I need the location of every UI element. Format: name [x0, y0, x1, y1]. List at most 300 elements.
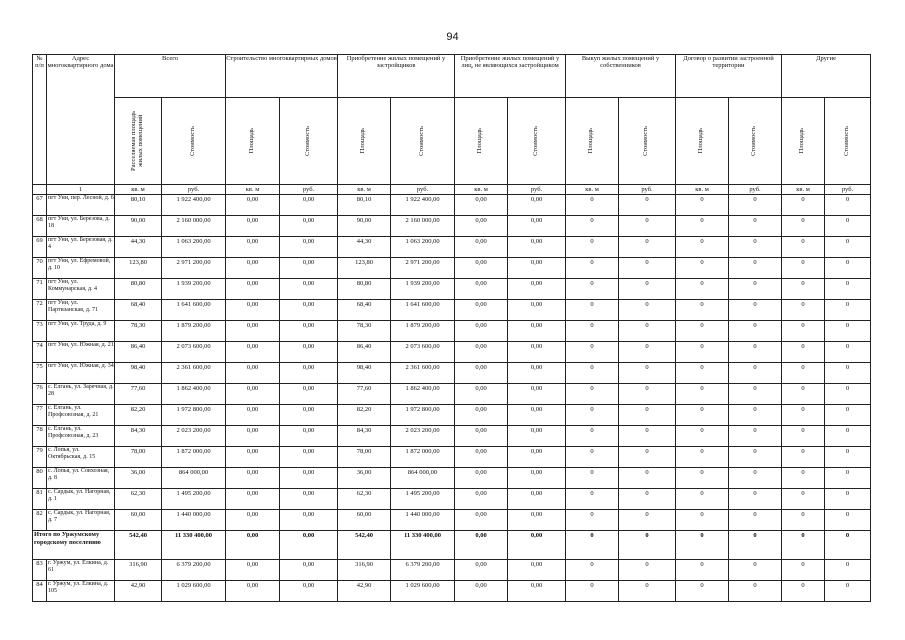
row-value-cell: 0,00: [226, 405, 280, 426]
row-number: 70: [33, 258, 47, 279]
unit-cost: руб.: [825, 185, 871, 195]
row-value-cell: 1 922 400,00: [162, 195, 226, 216]
row-value-cell: 0: [566, 342, 619, 363]
row-value-cell: 0: [566, 510, 619, 531]
unit-cost: руб.: [280, 185, 338, 195]
row-address: пгт Уни, ул. Березова, д. 18: [47, 216, 115, 237]
row-value-cell: 2 160 000,00: [391, 216, 455, 237]
row-value-cell: 62,30: [115, 489, 162, 510]
row-value-cell: 0: [825, 405, 871, 426]
row-value-cell: 123,80: [115, 258, 162, 279]
row-address: г. Уржум, ул. Елкина, д. 61: [47, 560, 115, 581]
row-value-cell: 0: [729, 300, 782, 321]
subheader-cost: Стоимость: [729, 98, 782, 185]
row-value-cell: 0: [619, 468, 676, 489]
row-value-cell: 0,00: [226, 510, 280, 531]
row-value-cell: 0: [676, 468, 729, 489]
table-row: [33, 216, 871, 237]
row-value-cell: 0,00: [280, 342, 338, 363]
row-value-cell: 62,30: [338, 489, 391, 510]
row-value-cell: 123,80: [338, 258, 391, 279]
row-value-cell: 0,00: [508, 216, 566, 237]
row-value-cell: 0: [782, 279, 825, 300]
row-value-cell: 0: [676, 216, 729, 237]
row-value-cell: 0: [729, 363, 782, 384]
row-value-cell: 0: [676, 405, 729, 426]
row-value-cell: 0: [782, 363, 825, 384]
row-value-cell: 0,00: [226, 300, 280, 321]
table-row: [33, 321, 871, 342]
row-value-cell: 1 029 600,00: [391, 581, 455, 602]
row-number: 79: [33, 447, 47, 468]
col-header-num: № п/п: [33, 55, 47, 185]
unit-cost: руб.: [508, 185, 566, 195]
row-value-cell: 0: [782, 321, 825, 342]
row-value-cell: 0: [619, 237, 676, 258]
row-value-cell: 0: [782, 300, 825, 321]
row-value-cell: 0: [729, 195, 782, 216]
row-value-cell: 0: [619, 300, 676, 321]
row-value-cell: 0,00: [455, 560, 508, 581]
row-value-cell: 1 063 200,00: [391, 237, 455, 258]
row-address: с. Елгань, ул. Профсоюзная, д. 21: [47, 405, 115, 426]
row-value-cell: 44,30: [338, 237, 391, 258]
row-value-cell: 1 440 000,00: [162, 510, 226, 531]
row-value-cell: 6 379 200,00: [162, 560, 226, 581]
row-value-cell: 0,00: [455, 363, 508, 384]
row-value-cell: 0: [676, 279, 729, 300]
header-row-units: [33, 185, 871, 195]
row-value-cell: 44,30: [115, 237, 162, 258]
total-cell: 0: [566, 531, 619, 560]
row-value-cell: 80,10: [115, 195, 162, 216]
row-value-cell: 0,00: [226, 581, 280, 602]
row-value-cell: 0,00: [226, 279, 280, 300]
row-value-cell: 2 073 600,00: [162, 342, 226, 363]
row-value-cell: 0: [825, 510, 871, 531]
row-value-cell: 0: [782, 195, 825, 216]
row-value-cell: 68,40: [338, 300, 391, 321]
table-row: [33, 258, 871, 279]
row-value-cell: 0: [566, 279, 619, 300]
row-value-cell: 0,00: [455, 468, 508, 489]
row-value-cell: 0: [729, 560, 782, 581]
row-number: 80: [33, 468, 47, 489]
row-value-cell: 0: [729, 258, 782, 279]
row-value-cell: 2 971 200,00: [391, 258, 455, 279]
row-value-cell: 0: [619, 384, 676, 405]
row-value-cell: 84,30: [115, 426, 162, 447]
row-value-cell: 0: [566, 321, 619, 342]
row-value-cell: 1 440 000,00: [391, 510, 455, 531]
row-value-cell: 316,90: [338, 560, 391, 581]
row-value-cell: 78,30: [338, 321, 391, 342]
row-value-cell: 0,00: [280, 560, 338, 581]
row-value-cell: 0,00: [280, 426, 338, 447]
row-value-cell: 80,80: [338, 279, 391, 300]
row-value-cell: 1 939 200,00: [162, 279, 226, 300]
row-value-cell: 90,00: [115, 216, 162, 237]
row-value-cell: 0,00: [508, 195, 566, 216]
row-value-cell: 1 972 800,00: [391, 405, 455, 426]
subheader-area: Площадь: [226, 98, 280, 185]
row-value-cell: 0: [729, 510, 782, 531]
total-cell: 0: [782, 531, 825, 560]
row-value-cell: 0,00: [226, 447, 280, 468]
row-value-cell: 1 063 200,00: [162, 237, 226, 258]
row-value-cell: 1 872 000,00: [162, 447, 226, 468]
row-number: 67: [33, 195, 47, 216]
row-value-cell: 98,40: [115, 363, 162, 384]
table-row: [33, 447, 871, 468]
row-value-cell: 68,40: [115, 300, 162, 321]
row-address: пгт Уни, пер. Лесной, д. 6: [47, 195, 115, 216]
row-value-cell: 0,00: [508, 581, 566, 602]
row-value-cell: 0,00: [455, 581, 508, 602]
row-value-cell: 0: [729, 405, 782, 426]
subheader-area: Площадь: [566, 98, 619, 185]
row-value-cell: 0: [619, 447, 676, 468]
row-value-cell: 78,00: [338, 447, 391, 468]
row-value-cell: 1 872 000,00: [391, 447, 455, 468]
group-header-construction: Строительство многоквартирных домов: [226, 55, 338, 98]
row-value-cell: 0,00: [455, 342, 508, 363]
row-value-cell: 0: [729, 237, 782, 258]
row-value-cell: 1 641 600,00: [162, 300, 226, 321]
row-value-cell: 0: [782, 405, 825, 426]
row-value-cell: 2 971 200,00: [162, 258, 226, 279]
row-value-cell: 864 000,00: [391, 468, 455, 489]
row-value-cell: 864 000,00: [162, 468, 226, 489]
row-value-cell: 0: [566, 300, 619, 321]
group-header-purchase-developers: Приобретение жилых помещений у застройщиков: [338, 55, 455, 98]
unit-cost: руб.: [729, 185, 782, 195]
row-number: 74: [33, 342, 47, 363]
row-value-cell: 0: [729, 426, 782, 447]
row-number: 82: [33, 510, 47, 531]
row-value-cell: 1 029 600,00: [162, 581, 226, 602]
row-address: с. Сардык, ул. Нагорная, д. 1: [47, 489, 115, 510]
row-value-cell: 0,00: [226, 195, 280, 216]
row-value-cell: 0: [825, 279, 871, 300]
row-value-cell: 1 939 200,00: [391, 279, 455, 300]
row-value-cell: 0,00: [455, 237, 508, 258]
row-value-cell: 0,00: [280, 363, 338, 384]
group-header-other: Другие: [782, 55, 871, 98]
group-header-buyout: Выкуп жилых помещений у собственников: [566, 55, 676, 98]
row-address: с. Сардык, ул. Нагорная, д. 7: [47, 510, 115, 531]
row-address: пгт Уни, ул. Труда, д. 9: [47, 321, 115, 342]
table-row: [33, 237, 871, 258]
row-value-cell: 0: [619, 279, 676, 300]
page-number: 94: [446, 31, 459, 43]
table-row: [33, 468, 871, 489]
unit-cost: руб.: [162, 185, 226, 195]
row-address: пгт Уни, ул. Березовая, д. 4: [47, 237, 115, 258]
unit-area: кв. м: [455, 185, 508, 195]
row-value-cell: 0: [619, 216, 676, 237]
row-address: с. Елгань, ул. Профсоюзная, д. 23: [47, 426, 115, 447]
row-value-cell: 0,00: [280, 489, 338, 510]
row-value-cell: 0,00: [280, 216, 338, 237]
row-value-cell: 0: [729, 216, 782, 237]
total-cell: 0,00: [226, 531, 280, 560]
header-row-subcolumns: [33, 98, 871, 185]
row-number: 78: [33, 426, 47, 447]
row-value-cell: 0: [566, 258, 619, 279]
row-value-cell: 0,00: [280, 581, 338, 602]
row-value-cell: 0: [619, 363, 676, 384]
row-number: 73: [33, 321, 47, 342]
group-header-purchase-others: Приобретение жилых помещений у лиц, не являющихся застройщиком: [455, 55, 566, 98]
table-row: [33, 384, 871, 405]
row-value-cell: 2 361 600,00: [391, 363, 455, 384]
row-value-cell: 0: [825, 468, 871, 489]
unit-cost: руб.: [391, 185, 455, 195]
row-value-cell: 0: [729, 279, 782, 300]
row-address: с. Лопья, ул. Октябрьская, д. 15: [47, 447, 115, 468]
row-value-cell: 0: [566, 216, 619, 237]
total-cell: 0,00: [280, 531, 338, 560]
row-value-cell: 0,00: [455, 426, 508, 447]
row-value-cell: 0: [782, 258, 825, 279]
row-value-cell: 0,00: [508, 468, 566, 489]
unit-area: кв. м: [115, 185, 162, 195]
row-value-cell: 0: [825, 342, 871, 363]
total-cell: 0,00: [455, 531, 508, 560]
row-value-cell: 0: [619, 342, 676, 363]
row-value-cell: 0,00: [508, 560, 566, 581]
row-value-cell: 0: [676, 510, 729, 531]
row-value-cell: 0: [729, 321, 782, 342]
row-value-cell: 36,00: [338, 468, 391, 489]
row-value-cell: 0: [566, 468, 619, 489]
row-value-cell: 0: [619, 258, 676, 279]
row-value-cell: 86,40: [338, 342, 391, 363]
row-value-cell: 0: [676, 384, 729, 405]
table-row: [33, 342, 871, 363]
row-value-cell: 0,00: [226, 468, 280, 489]
row-value-cell: 0,00: [455, 321, 508, 342]
row-value-cell: 0: [676, 560, 729, 581]
row-value-cell: 0: [619, 426, 676, 447]
row-value-cell: 1 641 600,00: [391, 300, 455, 321]
unit-cost: руб.: [619, 185, 676, 195]
row-value-cell: 0,00: [280, 258, 338, 279]
row-address: пгт Уни, ул. Коммунарская, д. 4: [47, 279, 115, 300]
col-header-address: Адрес многоквартирного дома: [47, 55, 115, 185]
row-value-cell: 0: [825, 258, 871, 279]
total-cell: 0,00: [508, 531, 566, 560]
total-cell: 11 330 400,00: [162, 531, 226, 560]
row-value-cell: 0,00: [508, 258, 566, 279]
total-cell: 0: [619, 531, 676, 560]
row-address: с. Лопья, ул. Совхозная, д. 8: [47, 468, 115, 489]
total-cell: 0: [825, 531, 871, 560]
row-value-cell: 0: [566, 447, 619, 468]
row-value-cell: 0: [825, 489, 871, 510]
subheader-cost: Стоимость: [825, 98, 871, 185]
row-value-cell: 60,00: [338, 510, 391, 531]
table-row: [33, 581, 871, 602]
row-value-cell: 0,00: [508, 426, 566, 447]
row-value-cell: 0: [782, 447, 825, 468]
row-value-cell: 0,00: [226, 384, 280, 405]
row-value-cell: 0,00: [280, 468, 338, 489]
subheader-cost: Стоимость: [391, 98, 455, 185]
row-value-cell: 2 023 200,00: [391, 426, 455, 447]
row-number: 71: [33, 279, 47, 300]
row-number: 81: [33, 489, 47, 510]
subheader-cost: Стоимость: [280, 98, 338, 185]
row-value-cell: 0: [729, 342, 782, 363]
row-address: г. Уржум, ул. Елкина, д. 105: [47, 581, 115, 602]
row-value-cell: 0,00: [226, 342, 280, 363]
table-row: [33, 300, 871, 321]
subheader-cost: Стоимость: [508, 98, 566, 185]
row-value-cell: 0: [825, 321, 871, 342]
row-value-cell: 0,00: [455, 195, 508, 216]
row-value-cell: 0: [782, 510, 825, 531]
total-cell: 0: [676, 531, 729, 560]
row-value-cell: 0: [619, 195, 676, 216]
row-value-cell: 0: [676, 258, 729, 279]
table-body-part1: [33, 195, 871, 531]
row-value-cell: 0,00: [508, 447, 566, 468]
row-value-cell: 0,00: [226, 363, 280, 384]
unit-area: кв. м: [226, 185, 280, 195]
row-value-cell: 0,00: [226, 321, 280, 342]
row-value-cell: 0: [825, 581, 871, 602]
row-value-cell: 0,00: [226, 216, 280, 237]
header-row-groups: [33, 55, 871, 98]
row-value-cell: 1 879 200,00: [391, 321, 455, 342]
row-value-cell: 82,20: [338, 405, 391, 426]
row-value-cell: 0: [676, 447, 729, 468]
row-value-cell: 0: [566, 384, 619, 405]
unit-area: кв. м: [676, 185, 729, 195]
row-value-cell: 0: [619, 560, 676, 581]
row-value-cell: 0,00: [508, 489, 566, 510]
row-number: 68: [33, 216, 47, 237]
row-value-cell: 0: [782, 489, 825, 510]
row-value-cell: 0: [825, 237, 871, 258]
row-value-cell: 0,00: [508, 279, 566, 300]
unit-area: кв. м: [338, 185, 391, 195]
row-value-cell: 0: [782, 581, 825, 602]
row-value-cell: 0: [782, 560, 825, 581]
row-value-cell: 42,90: [115, 581, 162, 602]
row-number: 76: [33, 384, 47, 405]
row-value-cell: 1 879 200,00: [162, 321, 226, 342]
subheader-area: Площадь: [455, 98, 508, 185]
row-value-cell: 0,00: [280, 321, 338, 342]
row-value-cell: 0: [566, 560, 619, 581]
row-value-cell: 316,90: [115, 560, 162, 581]
row-value-cell: 0,00: [508, 363, 566, 384]
row-value-cell: 80,10: [338, 195, 391, 216]
row-value-cell: 77,60: [115, 384, 162, 405]
row-value-cell: 0,00: [508, 384, 566, 405]
row-value-cell: 1 495 200,00: [391, 489, 455, 510]
row-value-cell: 0: [676, 489, 729, 510]
row-value-cell: 6 379 200,00: [391, 560, 455, 581]
row-value-cell: 0,00: [280, 300, 338, 321]
row-value-cell: 98,40: [338, 363, 391, 384]
total-label: Итого по Уржумскому городскому поселению: [33, 531, 115, 560]
row-number: 84: [33, 581, 47, 602]
total-cell: 0: [729, 531, 782, 560]
row-value-cell: 2 160 000,00: [162, 216, 226, 237]
row-value-cell: 80,80: [115, 279, 162, 300]
table-body-part2: [33, 560, 871, 602]
row-value-cell: 0: [729, 489, 782, 510]
unit-area: кв. м: [566, 185, 619, 195]
row-value-cell: 78,00: [115, 447, 162, 468]
row-value-cell: 0,00: [280, 279, 338, 300]
row-value-cell: 0,00: [455, 258, 508, 279]
row-address: пгт Уни, ул. Ефремовой, д. 10: [47, 258, 115, 279]
row-value-cell: 90,00: [338, 216, 391, 237]
row-value-cell: 0: [729, 468, 782, 489]
row-value-cell: 0: [782, 384, 825, 405]
row-value-cell: 0,00: [226, 237, 280, 258]
subheader-area: Площадь: [338, 98, 391, 185]
row-address: пгт Уни, ул. Южная, д. 34: [47, 363, 115, 384]
row-value-cell: 0,00: [280, 510, 338, 531]
table-row: [33, 405, 871, 426]
table-row: [33, 489, 871, 510]
row-value-cell: 2 073 600,00: [391, 342, 455, 363]
row-value-cell: 1 862 400,00: [162, 384, 226, 405]
row-value-cell: 0: [729, 384, 782, 405]
row-value-cell: 0: [676, 300, 729, 321]
row-value-cell: 82,20: [115, 405, 162, 426]
row-value-cell: 0,00: [455, 279, 508, 300]
row-value-cell: 84,30: [338, 426, 391, 447]
total-row: [33, 531, 871, 560]
col-index: 1: [47, 185, 115, 195]
row-value-cell: 0: [676, 581, 729, 602]
row-value-cell: 0,00: [508, 510, 566, 531]
row-value-cell: 0,00: [508, 405, 566, 426]
row-value-cell: 0,00: [455, 447, 508, 468]
row-value-cell: 0,00: [280, 195, 338, 216]
row-value-cell: 0: [782, 237, 825, 258]
row-value-cell: 0,00: [455, 300, 508, 321]
row-value-cell: 0: [619, 405, 676, 426]
row-value-cell: 0: [676, 321, 729, 342]
subheader-cost: Стоимость: [162, 98, 226, 185]
table-row: [33, 426, 871, 447]
row-address: пгт Уни, ул. Южная, д. 21: [47, 342, 115, 363]
row-value-cell: 0: [676, 195, 729, 216]
row-value-cell: 0: [825, 384, 871, 405]
table-row: [33, 363, 871, 384]
row-value-cell: 0,00: [508, 237, 566, 258]
row-value-cell: 0: [825, 560, 871, 581]
row-address: с. Елгань, ул. Заречная, д. 28: [47, 384, 115, 405]
table-total: [33, 531, 871, 560]
subheader-area: Площадь: [782, 98, 825, 185]
total-cell: 542,40: [338, 531, 391, 560]
row-value-cell: 0,00: [280, 405, 338, 426]
row-value-cell: 1 862 400,00: [391, 384, 455, 405]
row-value-cell: 0: [566, 405, 619, 426]
row-value-cell: 0: [566, 581, 619, 602]
row-value-cell: 0: [566, 195, 619, 216]
row-value-cell: 0,00: [455, 489, 508, 510]
